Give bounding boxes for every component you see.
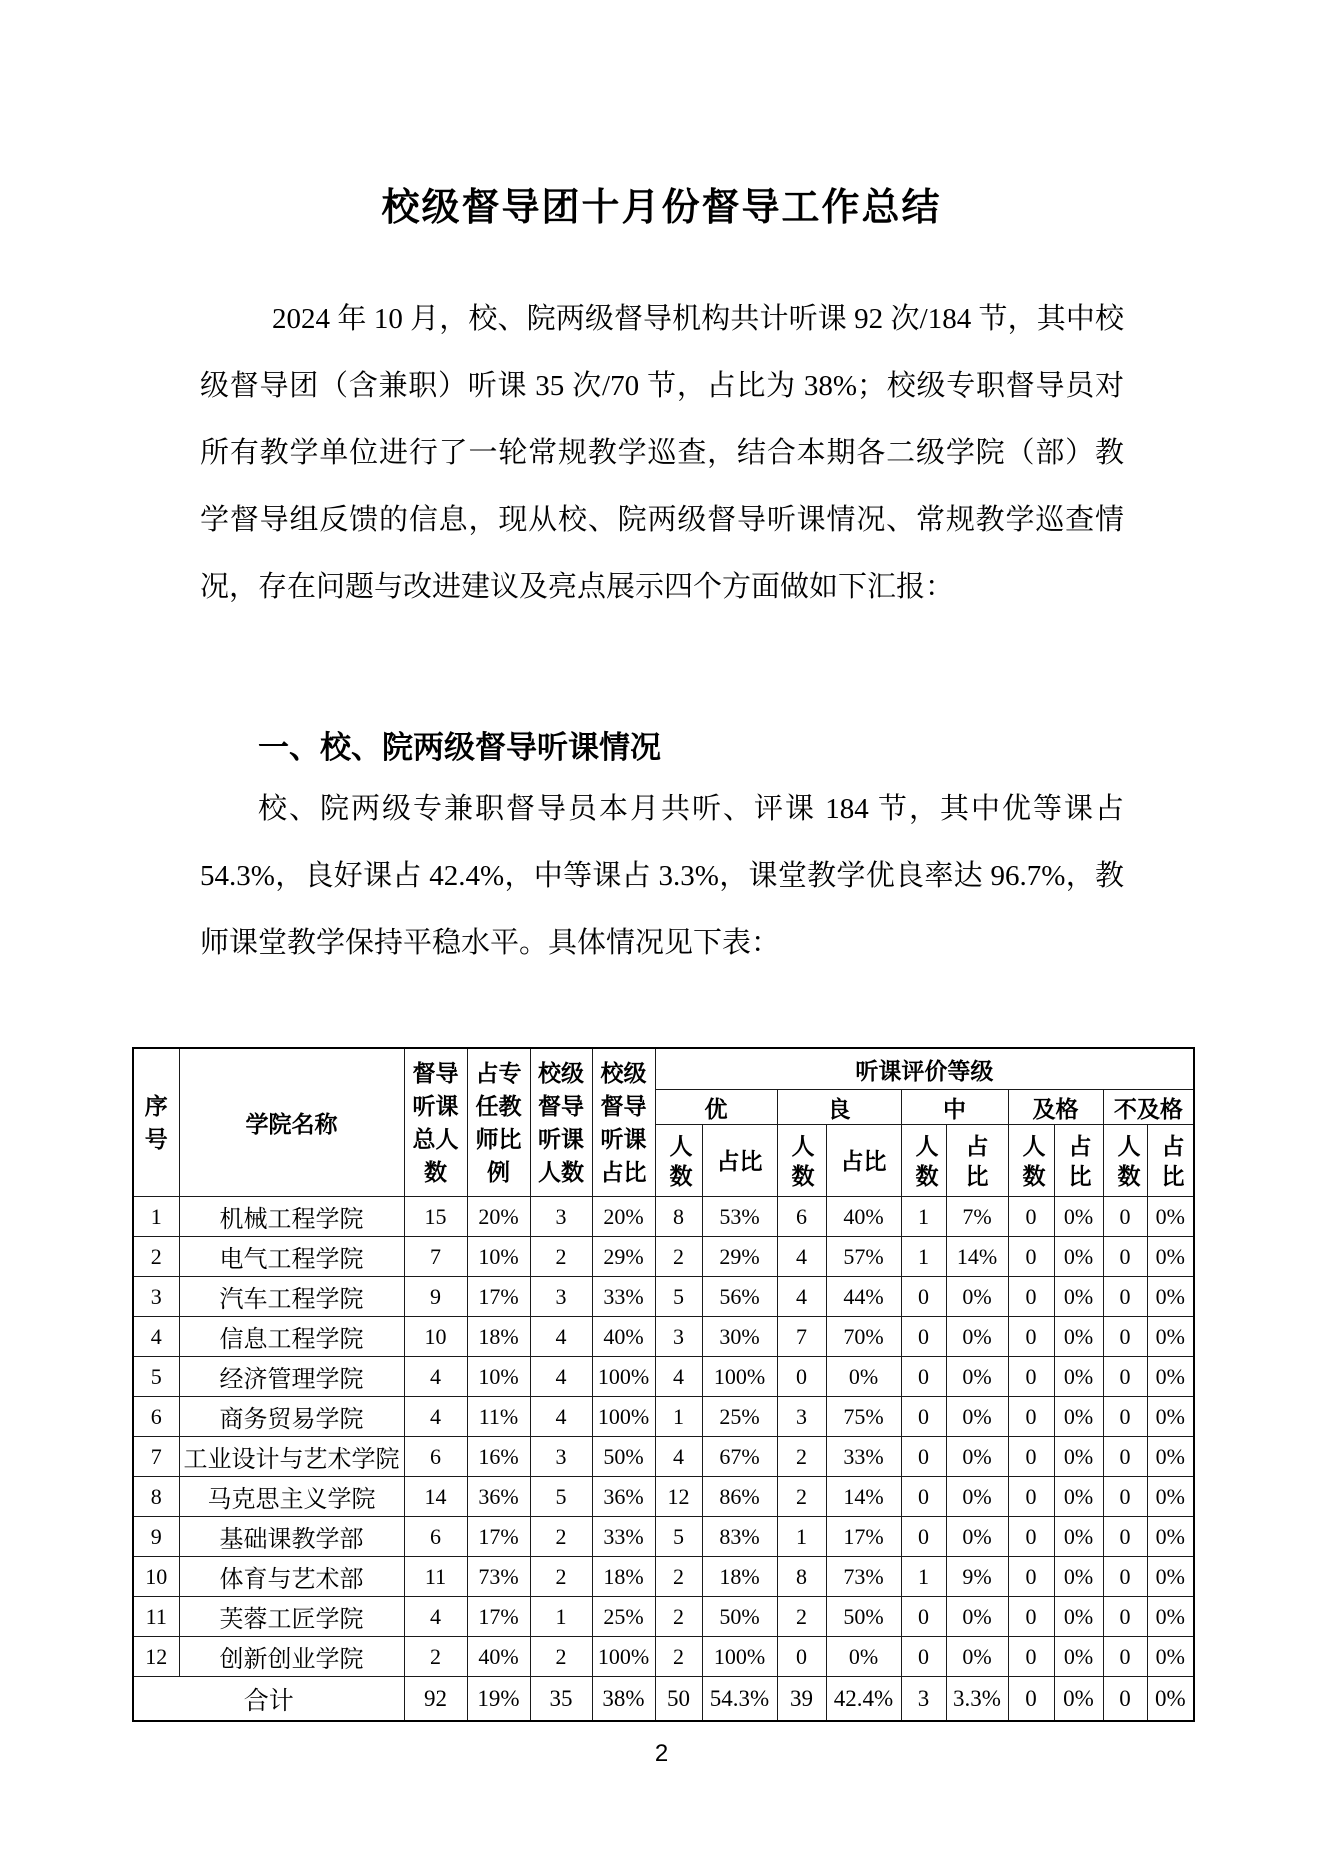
cell-value: 0% [1054,1197,1103,1237]
cell-value: 9% [946,1557,1008,1597]
cell-value: 4 [530,1397,592,1437]
cell-value: 0% [1054,1317,1103,1357]
cell-value: 4 [777,1277,826,1317]
cell-value: 17% [467,1597,530,1637]
cell-value: 2 [530,1637,592,1677]
total-value: 0% [1054,1677,1103,1722]
cell-value: 33% [592,1277,655,1317]
cell-value: 0% [1147,1277,1194,1317]
cell-value: 36% [592,1477,655,1517]
cell-value: 73% [467,1557,530,1597]
cell-college: 基础课教学部 [179,1517,404,1557]
cell-value: 40% [467,1637,530,1677]
cell-value: 9 [404,1277,467,1317]
total-label: 合计 [133,1677,404,1722]
cell-value: 0% [1147,1317,1194,1357]
cell-value: 33% [592,1517,655,1557]
cell-value: 0 [1103,1357,1147,1397]
supervision-stats-table [132,1047,1195,1722]
cell-value: 86% [702,1477,777,1517]
table-row [133,1637,1194,1677]
header-pct-pass: 占比 [1054,1125,1103,1197]
cell-value: 100% [592,1637,655,1677]
cell-college: 体育与艺术部 [179,1557,404,1597]
total-value: 50 [655,1677,702,1722]
cell-college: 信息工程学院 [179,1317,404,1357]
cell-value: 14% [826,1477,901,1517]
header-count-good: 人数 [777,1125,826,1197]
cell-value: 0% [1054,1597,1103,1637]
table-row [133,1197,1194,1237]
cell-value: 4 [655,1437,702,1477]
cell-value: 0 [1103,1597,1147,1637]
intro-paragraph: 2024 年 10 月，校、院两级督导机构共计听课 92 次/184 节，其中校级督导团（含兼职）听课 35 次/70 节，占比为 38%；校级专职督导员对所有教学单位进行了一轮常规教学巡查，结合本期各二级学院（部）教学督导组反馈的信息，现从校、院两级督导听课情况、常规教学巡查情况，存在问题与改进建议及亮点展示四个方面做如下汇报： [200,303,1124,603]
section-body-paragraph: 校、院两级专兼职督导员本月共听、评课 184 节，其中优等课占 54.3%，良好课占 42.4%，中等课占 3.3%，课堂教学优良率达 96.7%，教师课堂教学保持平稳水平。具体情况见下表： [200,793,1124,959]
cell-value: 0 [1103,1437,1147,1477]
header-count-pass: 人数 [1008,1125,1054,1197]
cell-value: 100% [702,1637,777,1677]
cell-college: 商务贸易学院 [179,1397,404,1437]
cell-value: 100% [592,1357,655,1397]
cell-value: 3 [655,1317,702,1357]
header-row-1 [133,1048,1194,1090]
cell-value: 0 [901,1637,946,1677]
cell-seq: 11 [133,1597,179,1637]
cell-value: 0 [901,1357,946,1397]
cell-value: 11% [467,1397,530,1437]
cell-seq: 5 [133,1357,179,1397]
cell-value: 0 [1008,1357,1054,1397]
cell-value: 36% [467,1477,530,1517]
header-count-excellent: 人数 [655,1125,702,1197]
cell-value: 0 [1008,1557,1054,1597]
table-row [133,1517,1194,1557]
cell-value: 0% [1147,1557,1194,1597]
cell-value: 0 [1103,1517,1147,1557]
cell-value: 40% [592,1317,655,1357]
cell-value: 44% [826,1277,901,1317]
cell-value: 0% [1147,1637,1194,1677]
cell-value: 0% [946,1637,1008,1677]
cell-value: 7 [777,1317,826,1357]
cell-value: 0% [1147,1597,1194,1637]
page-number: 2 [654,1740,669,1767]
cell-value: 1 [901,1197,946,1237]
cell-seq: 8 [133,1477,179,1517]
header-pct-good: 占比 [826,1125,901,1197]
cell-value: 29% [592,1237,655,1277]
cell-value: 50% [592,1437,655,1477]
cell-value: 0% [1147,1397,1194,1437]
cell-value: 1 [901,1237,946,1277]
cell-value: 25% [702,1397,777,1437]
cell-value: 100% [702,1357,777,1397]
cell-value: 0% [946,1597,1008,1637]
cell-value: 1 [901,1557,946,1597]
cell-value: 5 [655,1517,702,1557]
cell-value: 2 [777,1477,826,1517]
cell-college: 机械工程学院 [179,1197,404,1237]
total-value: 0 [1103,1677,1147,1722]
cell-value: 0% [1054,1637,1103,1677]
cell-value: 0 [1103,1277,1147,1317]
cell-value: 17% [467,1277,530,1317]
cell-college: 创新创业学院 [179,1637,404,1677]
table-row [133,1557,1194,1597]
table-row [133,1397,1194,1437]
cell-value: 50% [702,1597,777,1637]
cell-value: 0 [1008,1277,1054,1317]
total-value: 54.3% [702,1677,777,1722]
cell-value: 0 [1103,1197,1147,1237]
cell-value: 2 [530,1237,592,1277]
cell-college: 马克思主义学院 [179,1477,404,1517]
header-grade-medium: 中 [901,1090,1008,1125]
cell-value: 0% [1054,1277,1103,1317]
cell-value: 12 [655,1477,702,1517]
cell-seq: 10 [133,1557,179,1597]
cell-value: 0% [946,1517,1008,1557]
cell-value: 18% [702,1557,777,1597]
total-value: 35 [530,1677,592,1722]
cell-value: 0% [946,1477,1008,1517]
cell-value: 0% [946,1317,1008,1357]
cell-college: 芙蓉工匠学院 [179,1597,404,1637]
cell-value: 0% [1147,1437,1194,1477]
section-heading: 一、校、院两级督导听课情况 [258,730,661,765]
cell-value: 0 [1008,1197,1054,1237]
cell-value: 0% [1054,1397,1103,1437]
cell-seq: 7 [133,1437,179,1477]
header-seq: 序号 [133,1048,179,1197]
cell-value: 18% [467,1317,530,1357]
cell-value: 83% [702,1517,777,1557]
cell-value: 70% [826,1317,901,1357]
cell-value: 3 [530,1197,592,1237]
cell-value: 0 [901,1397,946,1437]
cell-value: 6 [404,1437,467,1477]
total-value: 0% [1147,1677,1194,1722]
header-pct-fail: 占比 [1147,1125,1194,1197]
cell-value: 0% [1147,1477,1194,1517]
cell-value: 33% [826,1437,901,1477]
table-header [133,1048,1194,1197]
cell-value: 56% [702,1277,777,1317]
cell-value: 0 [1103,1237,1147,1277]
cell-value: 29% [702,1237,777,1277]
cell-value: 0 [901,1517,946,1557]
cell-value: 0 [901,1477,946,1517]
total-value: 39 [777,1677,826,1722]
cell-value: 0 [777,1637,826,1677]
header-school-ratio: 校级督导听课占比 [592,1048,655,1197]
cell-value: 0 [1103,1637,1147,1677]
cell-value: 0% [1147,1237,1194,1277]
cell-value: 1 [530,1597,592,1637]
cell-value: 0% [1054,1237,1103,1277]
total-value: 3 [901,1677,946,1722]
header-school-listeners: 校级督导听课人数 [530,1048,592,1197]
cell-value: 20% [467,1197,530,1237]
cell-value: 0% [1147,1197,1194,1237]
cell-value: 0 [1008,1517,1054,1557]
total-value: 92 [404,1677,467,1722]
cell-value: 0 [901,1597,946,1637]
cell-value: 0 [1103,1557,1147,1597]
cell-value: 1 [655,1397,702,1437]
cell-value: 10 [404,1317,467,1357]
cell-value: 7% [946,1197,1008,1237]
cell-value: 2 [777,1597,826,1637]
cell-value: 5 [530,1477,592,1517]
cell-value: 0% [1054,1477,1103,1517]
cell-value: 11 [404,1557,467,1597]
table-row [133,1437,1194,1477]
cell-value: 53% [702,1197,777,1237]
cell-value: 1 [777,1517,826,1557]
cell-value: 0 [1008,1597,1054,1637]
header-college-name: 学院名称 [179,1048,404,1197]
cell-value: 25% [592,1597,655,1637]
document-title: 校级督导团十月份督导工作总结 [381,187,942,229]
cell-value: 100% [592,1397,655,1437]
cell-value: 2 [404,1637,467,1677]
cell-value: 0 [901,1277,946,1317]
cell-value: 0% [946,1397,1008,1437]
header-grade-pass: 及格 [1008,1090,1103,1125]
cell-seq: 3 [133,1277,179,1317]
cell-value: 0 [1008,1477,1054,1517]
table-row [133,1597,1194,1637]
total-value: 42.4% [826,1677,901,1722]
cell-value: 4 [530,1357,592,1397]
cell-value: 6 [404,1517,467,1557]
header-pct-medium: 占比 [946,1125,1008,1197]
cell-value: 0% [1054,1437,1103,1477]
cell-seq: 6 [133,1397,179,1437]
table-row [133,1357,1194,1397]
cell-value: 18% [592,1557,655,1597]
cell-seq: 9 [133,1517,179,1557]
cell-value: 0 [1008,1237,1054,1277]
cell-value: 4 [404,1597,467,1637]
cell-value: 57% [826,1237,901,1277]
cell-value: 30% [702,1317,777,1357]
cell-seq: 12 [133,1637,179,1677]
table-row [133,1277,1194,1317]
total-value: 0 [1008,1677,1054,1722]
cell-value: 14% [946,1237,1008,1277]
cell-value: 0% [826,1357,901,1397]
cell-value: 0% [1054,1557,1103,1597]
cell-seq: 2 [133,1237,179,1277]
cell-value: 10% [467,1237,530,1277]
cell-value: 40% [826,1197,901,1237]
cell-value: 0% [1147,1517,1194,1557]
cell-value: 0 [1103,1477,1147,1517]
cell-seq: 4 [133,1317,179,1357]
cell-value: 17% [826,1517,901,1557]
cell-value: 3 [530,1437,592,1477]
cell-value: 0% [1054,1357,1103,1397]
table-body [133,1197,1194,1722]
total-value: 3.3% [946,1677,1008,1722]
cell-college: 经济管理学院 [179,1357,404,1397]
table-row [133,1237,1194,1277]
cell-value: 15 [404,1197,467,1237]
header-total-listeners: 督导听课总人数 [404,1048,467,1197]
cell-value: 75% [826,1397,901,1437]
header-teacher-ratio: 占专任教师比例 [467,1048,530,1197]
cell-value: 0% [946,1437,1008,1477]
cell-college: 电气工程学院 [179,1237,404,1277]
cell-value: 2 [777,1437,826,1477]
cell-value: 0 [901,1317,946,1357]
cell-value: 0 [901,1437,946,1477]
table-row [133,1477,1194,1517]
cell-value: 50% [826,1597,901,1637]
cell-value: 14 [404,1477,467,1517]
cell-value: 2 [655,1237,702,1277]
cell-value: 16% [467,1437,530,1477]
cell-value: 73% [826,1557,901,1597]
cell-value: 10% [467,1357,530,1397]
cell-value: 6 [777,1197,826,1237]
cell-value: 5 [655,1277,702,1317]
cell-value: 0% [1147,1357,1194,1397]
header-count-fail: 人数 [1103,1125,1147,1197]
cell-value: 67% [702,1437,777,1477]
header-count-medium: 人数 [901,1125,946,1197]
cell-value: 0 [1008,1637,1054,1677]
total-value: 19% [467,1677,530,1722]
header-pct-excellent: 占比 [702,1125,777,1197]
cell-value: 4 [404,1357,467,1397]
cell-value: 0% [946,1357,1008,1397]
cell-value: 2 [655,1597,702,1637]
cell-college: 工业设计与艺术学院 [179,1437,404,1477]
cell-college: 汽车工程学院 [179,1277,404,1317]
cell-value: 0 [1008,1317,1054,1357]
cell-value: 0% [826,1637,901,1677]
cell-value: 3 [530,1277,592,1317]
cell-value: 4 [777,1237,826,1277]
cell-value: 0 [1008,1397,1054,1437]
cell-value: 3 [777,1397,826,1437]
table-row [133,1317,1194,1357]
cell-value: 4 [530,1317,592,1357]
cell-value: 7 [404,1237,467,1277]
cell-value: 2 [530,1557,592,1597]
cell-value: 0 [1103,1317,1147,1357]
cell-value: 0% [1054,1517,1103,1557]
cell-value: 8 [655,1197,702,1237]
cell-value: 8 [777,1557,826,1597]
total-value: 38% [592,1677,655,1722]
cell-value: 0 [1103,1397,1147,1437]
cell-value: 2 [655,1557,702,1597]
header-grade-fail: 不及格 [1103,1090,1194,1125]
cell-value: 0 [1008,1437,1054,1477]
cell-value: 0 [777,1357,826,1397]
cell-value: 20% [592,1197,655,1237]
cell-value: 2 [530,1517,592,1557]
cell-value: 17% [467,1517,530,1557]
cell-value: 2 [655,1637,702,1677]
header-grade-excellent: 优 [655,1090,777,1125]
cell-value: 4 [404,1397,467,1437]
header-grade-good: 良 [777,1090,901,1125]
header-rating-group: 听课评价等级 [655,1048,1194,1090]
table-total-row [133,1677,1194,1722]
cell-seq: 1 [133,1197,179,1237]
cell-value: 0% [946,1277,1008,1317]
cell-value: 4 [655,1357,702,1397]
